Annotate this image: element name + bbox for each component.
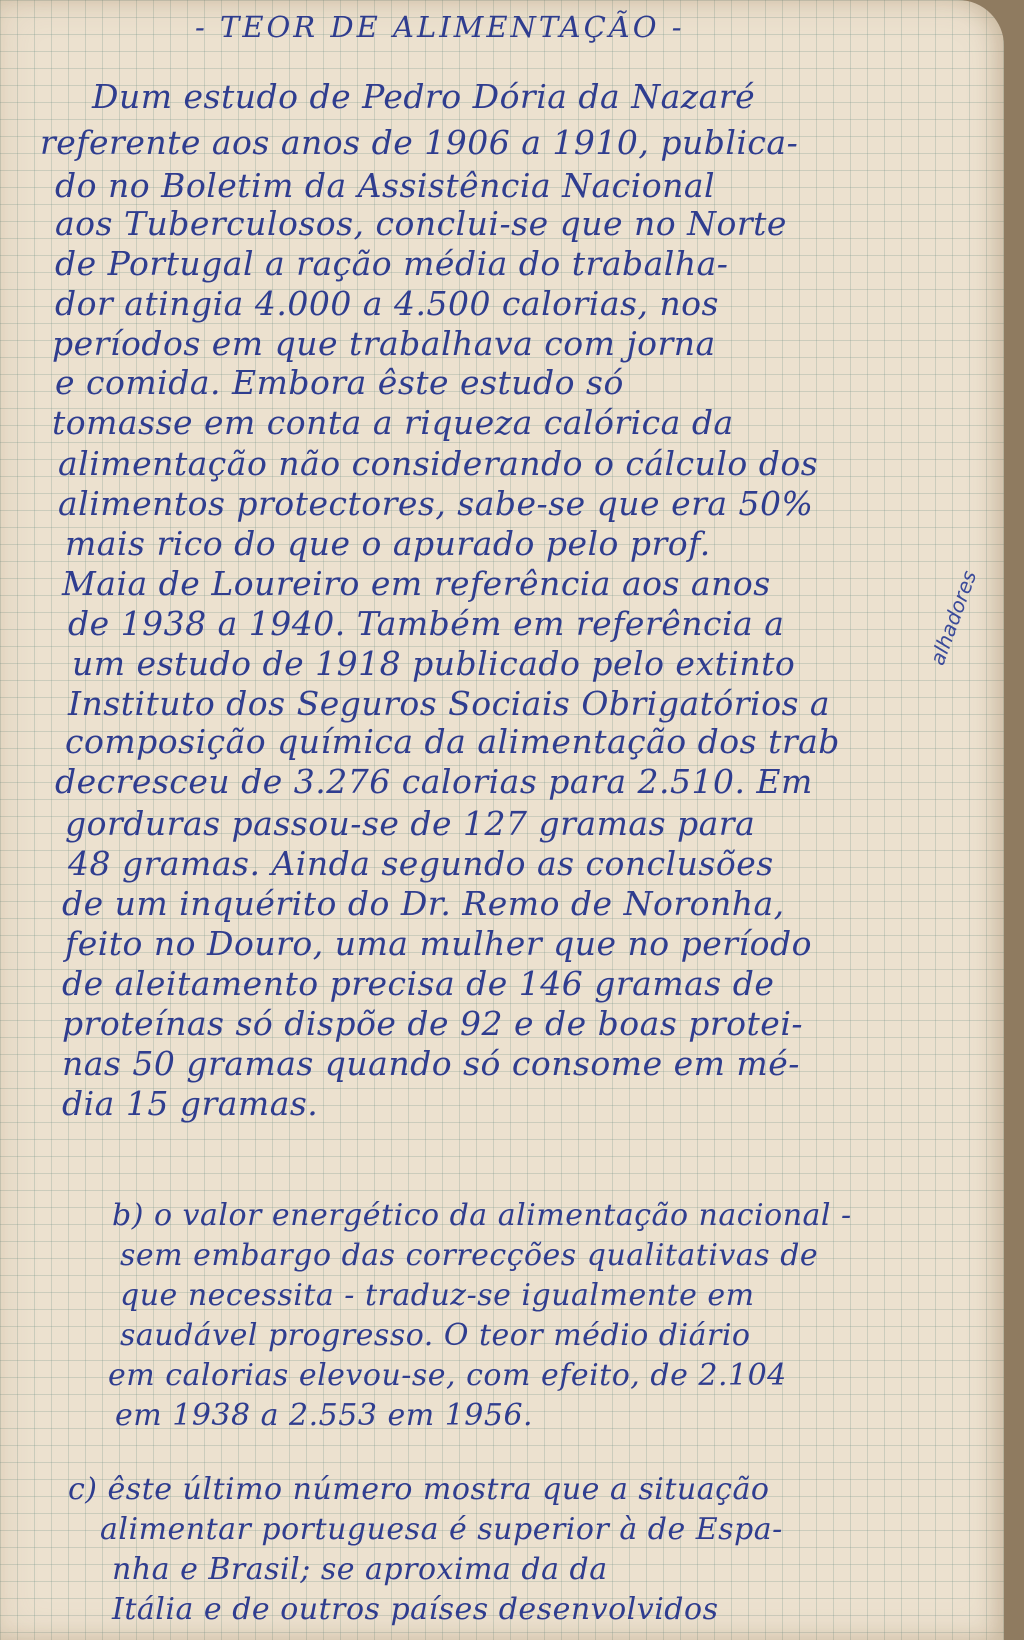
text-line: em 1938 a 2.553 em 1956.	[115, 1398, 534, 1433]
text-line: Itália e de outros países desenvolvidos	[112, 1592, 719, 1627]
text-line: alimentos protectores, sabe-se que era 50%	[58, 484, 814, 523]
page-title: - TEOR DE ALIMENTAÇÃO -	[195, 10, 685, 44]
text-line: de 1938 a 1940. Também em referência a	[68, 604, 785, 643]
text-line: períodos em que trabalhava com jorna	[52, 324, 716, 363]
text-line: saudável progresso. O teor médio diário	[120, 1318, 751, 1353]
text-line: Dum estudo de Pedro Dória da Nazaré	[92, 77, 756, 116]
text-line: de um inquérito do Dr. Remo de Noronha,	[62, 884, 785, 923]
text-line: proteínas só dispõe de 92 e de boas protei-	[62, 1004, 804, 1043]
text-line: mais rico do que o apurado pelo prof.	[65, 524, 711, 563]
text-line: tomasse em conta a riqueza calórica da	[52, 403, 734, 442]
text-line: referente aos anos de 1906 a 1910, publica-	[40, 123, 799, 162]
text-line: um estudo de 1918 publicado pelo extinto	[72, 644, 796, 683]
text-line: c) êste último número mostra que a situação	[68, 1472, 770, 1507]
margin-note: alhadores	[925, 567, 982, 669]
text-line: gorduras passou-se de 127 gramas para	[65, 804, 756, 843]
text-line: que necessita - traduz-se igualmente em	[120, 1278, 755, 1313]
text-line: em calorias elevou-se, com efeito, de 2.104	[108, 1358, 787, 1393]
text-line: aos Tuberculosos, conclui-se que no Norte	[55, 204, 787, 243]
text-line: de aleitamento precisa de 146 gramas de	[62, 964, 775, 1003]
text-line: do no Boletim da Assistência Nacional	[55, 166, 716, 205]
text-line: nha e Brasil; se aproxima da da	[112, 1552, 608, 1587]
text-line: composição química da alimentação dos trab	[65, 722, 840, 761]
text-line: Instituto dos Seguros Sociais Obrigatórios a	[68, 684, 831, 723]
text-line: decresceu de 3.276 calorias para 2.510. Em	[55, 762, 813, 801]
text-line: e comida. Embora êste estudo só	[55, 363, 624, 402]
text-line: b) o valor energético da alimentação nacional -	[112, 1198, 852, 1233]
text-line: sem embargo das correcções qualitativas de	[120, 1238, 819, 1273]
text-line: de Portugal a ração média do trabalha-	[55, 244, 729, 283]
text-line: alimentação não considerando o cálculo dos	[58, 444, 819, 483]
text-line: dia 15 gramas.	[62, 1084, 319, 1123]
text-line: feito no Douro, uma mulher que no período	[65, 924, 812, 963]
text-line: 48 gramas. Ainda segundo as conclusões	[68, 844, 774, 883]
text-line: alimentar portuguesa é superior à de Espa-	[100, 1512, 783, 1547]
text-line: Maia de Loureiro em referência aos anos	[62, 564, 771, 603]
text-line: dor atingia 4.000 a 4.500 calorias, nos	[55, 284, 719, 323]
text-line: nas 50 gramas quando só consome em mé-	[62, 1044, 800, 1083]
